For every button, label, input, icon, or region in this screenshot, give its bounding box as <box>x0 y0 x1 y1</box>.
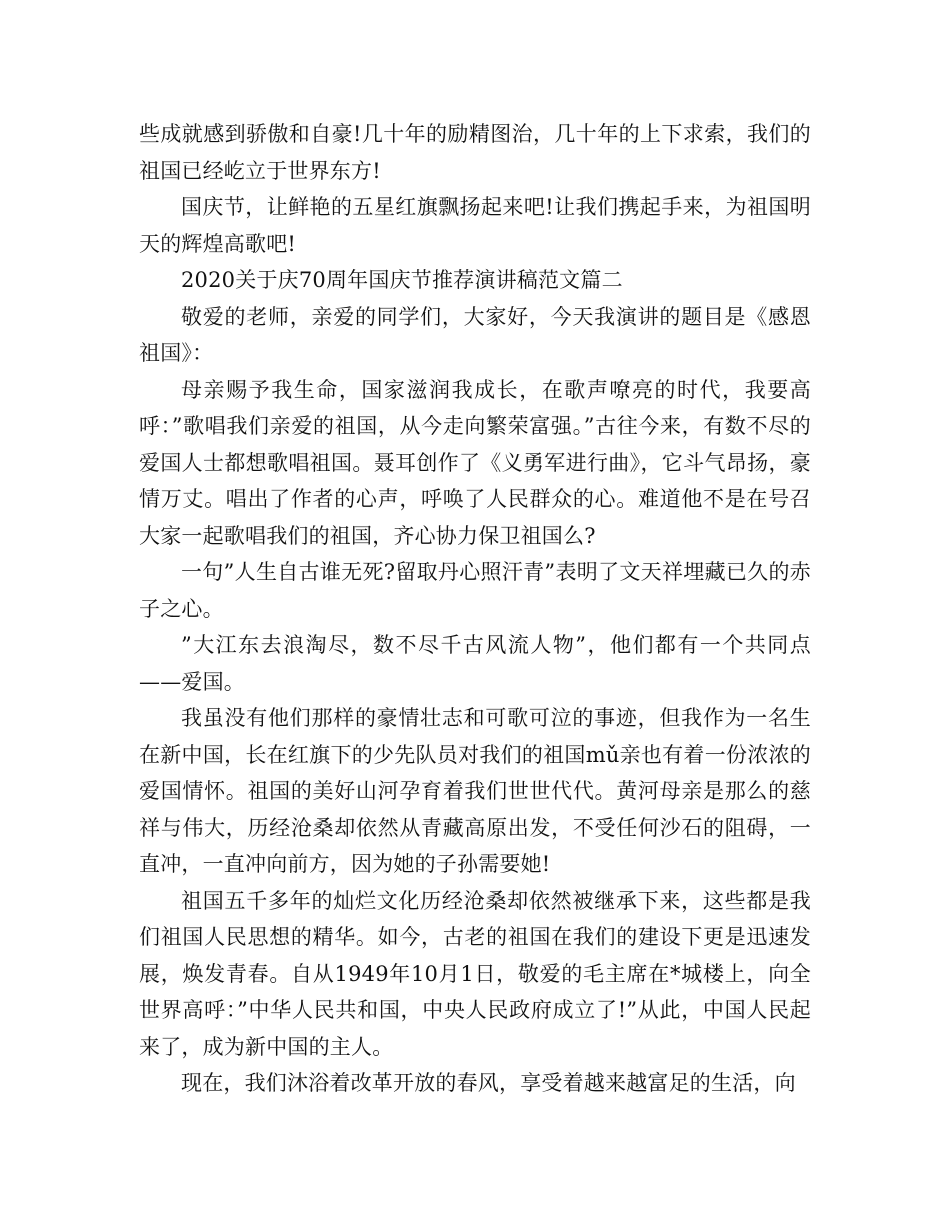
paragraph-wen-tianxiang: 一句”人生自古谁无死?留取丹心照汗青”表明了文天祥埋藏已久的赤子之心。 <box>139 560 811 621</box>
paragraph-mother-country: 母亲赐予我生命，国家滋润我成长，在歌声嘹亮的时代，我要高呼：”歌唱我们亲爱的祖国，从今走向繁荣富强。”古往今来，有数不尽的爱国人士都想歌唱祖国。聂耳创作了《义勇军进行曲》，它斗气昂扬，豪情万丈。唱出了作者的心声，呼唤了人民群众的心。难道他不是在号召大家一起歌唱我们的祖国，齐心协力保卫祖国么? <box>139 377 811 548</box>
section-heading: 2020关于庆70周年国庆节推荐演讲稿范文篇二 <box>181 268 623 292</box>
paragraph-continuation: 些成就感到骄傲和自豪!几十年的励精图治，几十年的上下求索，我们的祖国已经屹立于世界东方! <box>139 122 811 183</box>
paragraph-national-day: 国庆节，让鲜艳的五星红旗飘扬起来吧!让我们携起手来，为祖国明天的辉煌高歌吧! <box>139 195 811 256</box>
paragraph-greeting: 敬爱的老师，亲爱的同学们，大家好，今天我演讲的题目是《感恩祖国》： <box>139 304 811 365</box>
document-body <box>139 116 811 1102</box>
paragraph-reform: 现在，我们沐浴着改革开放的春风，享受着越来越富足的生活，向 <box>181 1071 796 1095</box>
paragraph-great-river: ”大江东去浪淘尽，数不尽千古风流人物”，他们都有一个共同点——爱国。 <box>139 633 811 694</box>
paragraph-young-pioneer: 我虽没有他们那样的豪情壮志和可歌可泣的事迹，但我作为一名生在新中国，长在红旗下的少先队员对我们的祖国mǔ亲也有着一份浓浓的爱国情怀。祖国的美好山河孕育着我们世世代代。黄河母亲是那么的慈祥与伟大，历经沧桑却依然从青藏高原出发，不受任何沙石的阻碍，一直冲，一直冲向前方，因为她的子孙需要她! <box>139 706 811 876</box>
paragraph-culture-history: 祖国五千多年的灿烂文化历经沧桑却依然被继承下来，这些都是我们祖国人民思想的精华。如今，古老的祖国在我们的建设下更是迅速发展，焕发青春。自从1949年10月1日，敬爱的毛主席在*城楼上，向全世界高呼：”中华人民共和国，中央人民政府成立了!”从此，中国人民起来了，成为新中国的主人。 <box>139 888 811 1059</box>
